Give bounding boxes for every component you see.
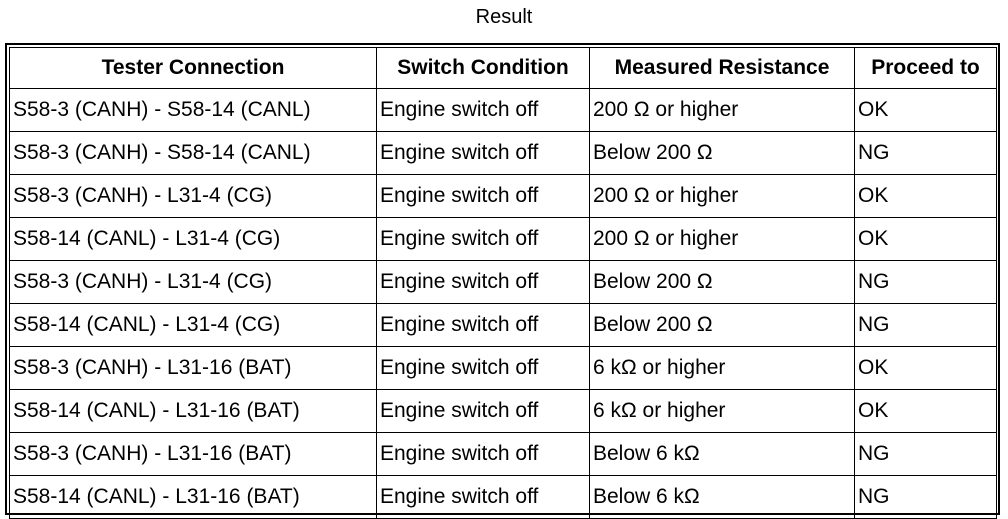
- proceed-to-cell: NG: [855, 304, 997, 347]
- switch-condition-cell: Engine switch off: [377, 218, 590, 261]
- measured-resistance-cell: 6 kΩ or higher: [590, 347, 855, 390]
- switch-condition-cell: Engine switch off: [377, 347, 590, 390]
- tester-connection-cell: S58-3 (CANH) - S58-14 (CANL): [10, 132, 377, 175]
- result-table: [9, 47, 997, 519]
- proceed-to-cell: OK: [855, 347, 997, 390]
- switch-condition-cell: Engine switch off: [377, 433, 590, 476]
- measured-resistance-cell: Below 200 Ω: [590, 132, 855, 175]
- tester-connection-cell: S58-14 (CANL) - L31-16 (BAT): [10, 390, 377, 433]
- table-row: [10, 218, 997, 261]
- measured-resistance-cell: Below 6 kΩ: [590, 433, 855, 476]
- switch-condition-cell: Engine switch off: [377, 476, 590, 519]
- table-row: [10, 89, 997, 132]
- switch-condition-cell: Engine switch off: [377, 304, 590, 347]
- table-row: [10, 476, 997, 519]
- table-body: [10, 89, 997, 519]
- tester-connection-cell: S58-3 (CANH) - L31-4 (CG): [10, 175, 377, 218]
- proceed-to-cell: NG: [855, 433, 997, 476]
- switch-condition-cell: Engine switch off: [377, 175, 590, 218]
- proceed-to-cell: NG: [855, 132, 997, 175]
- header-row: [10, 48, 997, 89]
- table-row: [10, 132, 997, 175]
- table-row: [10, 433, 997, 476]
- measured-resistance-cell: 200 Ω or higher: [590, 89, 855, 132]
- measured-resistance-cell: 200 Ω or higher: [590, 175, 855, 218]
- proceed-to-cell: OK: [855, 89, 997, 132]
- header-switch-condition: Switch Condition: [377, 48, 590, 89]
- tester-connection-cell: S58-14 (CANL) - L31-4 (CG): [10, 304, 377, 347]
- header-measured-resistance: Measured Resistance: [590, 48, 855, 89]
- switch-condition-cell: Engine switch off: [377, 132, 590, 175]
- measured-resistance-cell: Below 200 Ω: [590, 304, 855, 347]
- tester-connection-cell: S58-14 (CANL) - L31-4 (CG): [10, 218, 377, 261]
- tester-connection-cell: S58-3 (CANH) - L31-16 (BAT): [10, 347, 377, 390]
- table-row: [10, 261, 997, 304]
- tester-connection-cell: S58-3 (CANH) - L31-16 (BAT): [10, 433, 377, 476]
- measured-resistance-cell: Below 200 Ω: [590, 261, 855, 304]
- tester-connection-cell: S58-3 (CANH) - L31-4 (CG): [10, 261, 377, 304]
- table-row: [10, 347, 997, 390]
- table-row: [10, 304, 997, 347]
- header-tester-connection: Tester Connection: [10, 48, 377, 89]
- table-row: [10, 175, 997, 218]
- measured-resistance-cell: 200 Ω or higher: [590, 218, 855, 261]
- header-proceed-to: Proceed to: [855, 48, 997, 89]
- switch-condition-cell: Engine switch off: [377, 390, 590, 433]
- switch-condition-cell: Engine switch off: [377, 261, 590, 304]
- tester-connection-cell: S58-3 (CANH) - S58-14 (CANL): [10, 89, 377, 132]
- tester-connection-cell: S58-14 (CANL) - L31-16 (BAT): [10, 476, 377, 519]
- proceed-to-cell: NG: [855, 476, 997, 519]
- proceed-to-cell: OK: [855, 218, 997, 261]
- measured-resistance-cell: 6 kΩ or higher: [590, 390, 855, 433]
- table-header: [10, 48, 997, 89]
- proceed-to-cell: OK: [855, 175, 997, 218]
- switch-condition-cell: Engine switch off: [377, 89, 590, 132]
- table-row: [10, 390, 997, 433]
- page-title: Result: [475, 6, 533, 28]
- measured-resistance-cell: Below 6 kΩ: [590, 476, 855, 519]
- proceed-to-cell: NG: [855, 261, 997, 304]
- proceed-to-cell: OK: [855, 390, 997, 433]
